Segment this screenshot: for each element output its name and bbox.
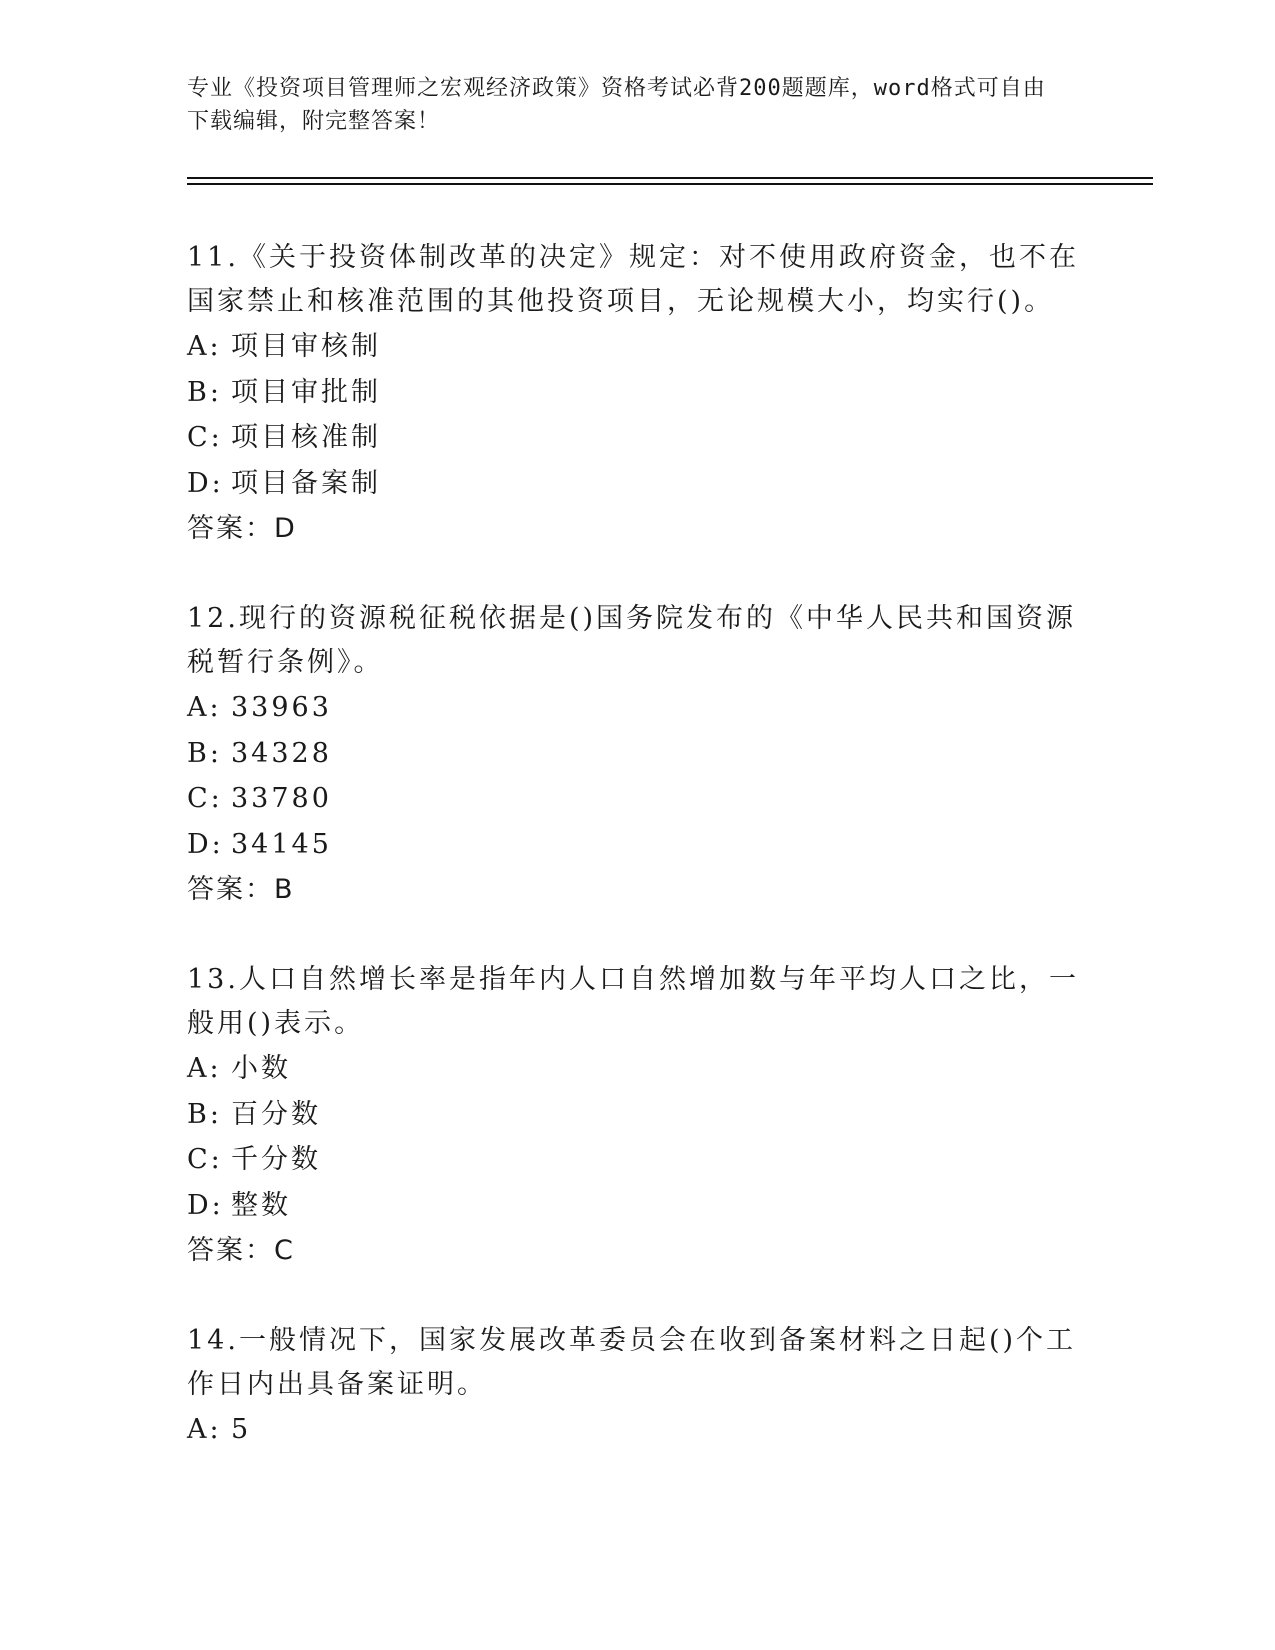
question-stem: 11.《关于投资体制改革的决定》规定：对不使用政府资金，也不在国家禁止和核准范围的其他投资项目，无论规模大小，均实行()。 — [187, 242, 1079, 317]
option-text: 33780 — [231, 783, 332, 814]
option-c — [187, 1137, 1087, 1183]
option-text: 小数 — [231, 1053, 291, 1084]
option-d — [187, 1183, 1087, 1229]
option-text: 千分数 — [231, 1144, 321, 1175]
option-letter: D: — [187, 467, 224, 499]
option-text: 项目审核制 — [231, 331, 381, 362]
option-letter: D: — [187, 1189, 224, 1221]
option-text: 项目核准制 — [231, 422, 381, 453]
option-letter: B: — [187, 737, 222, 769]
option-d — [187, 822, 1087, 868]
question-stem: 12.现行的资源税征税依据是()国务院发布的《中华人民共和国资源税暂行条例》。 — [187, 603, 1077, 678]
option-b — [187, 731, 1087, 777]
header-divider-bottom — [187, 183, 1153, 185]
option-letter: A: — [187, 331, 222, 362]
answer-line: 答案：C — [187, 1235, 295, 1266]
option-c — [187, 415, 1087, 461]
option-text: 项目备案制 — [231, 467, 381, 499]
option-letter: C: — [187, 1144, 223, 1175]
option-text: 项目审批制 — [231, 376, 381, 408]
question-12 — [187, 597, 1087, 912]
document-header — [187, 72, 1067, 138]
question-stem: 13.人口自然增长率是指年内人口自然增加数与年平均人口之比，一般用()表示。 — [187, 964, 1079, 1039]
question-stem: 14.一般情况下，国家发展改革委员会在收到备案材料之日起()个工作日内出具备案证明。 — [187, 1325, 1077, 1400]
option-a — [187, 324, 1087, 370]
header-divider-top — [187, 177, 1153, 179]
answer-line: 答案：D — [187, 513, 297, 544]
option-a — [187, 1046, 1087, 1092]
option-text: 33963 — [231, 692, 332, 723]
option-text: 5 — [231, 1414, 252, 1445]
option-letter: D: — [187, 828, 224, 860]
option-letter: A: — [187, 692, 222, 723]
option-c — [187, 776, 1087, 822]
option-text: 整数 — [231, 1189, 291, 1221]
option-letter: A: — [187, 1053, 222, 1084]
option-text: 34145 — [231, 828, 332, 860]
question-list — [187, 236, 1087, 1499]
answer-line: 答案：B — [187, 874, 295, 905]
option-letter: B: — [187, 1098, 222, 1130]
option-b — [187, 1092, 1087, 1138]
option-letter: A: — [187, 1414, 222, 1445]
question-13 — [187, 958, 1087, 1273]
header-intro-text: 专业《投资项目管理师之宏观经济政策》资格考试必背200题题库，word格式可自由下载编辑，附完整答案！ — [187, 76, 1046, 134]
option-text: 34328 — [231, 737, 332, 769]
option-letter: C: — [187, 422, 223, 453]
option-a — [187, 1407, 1087, 1453]
option-letter: B: — [187, 376, 222, 408]
option-text: 百分数 — [231, 1098, 321, 1130]
option-letter: C: — [187, 783, 223, 814]
question-11 — [187, 236, 1087, 551]
question-14 — [187, 1319, 1087, 1453]
option-b — [187, 370, 1087, 416]
option-a — [187, 685, 1087, 731]
option-d — [187, 461, 1087, 507]
